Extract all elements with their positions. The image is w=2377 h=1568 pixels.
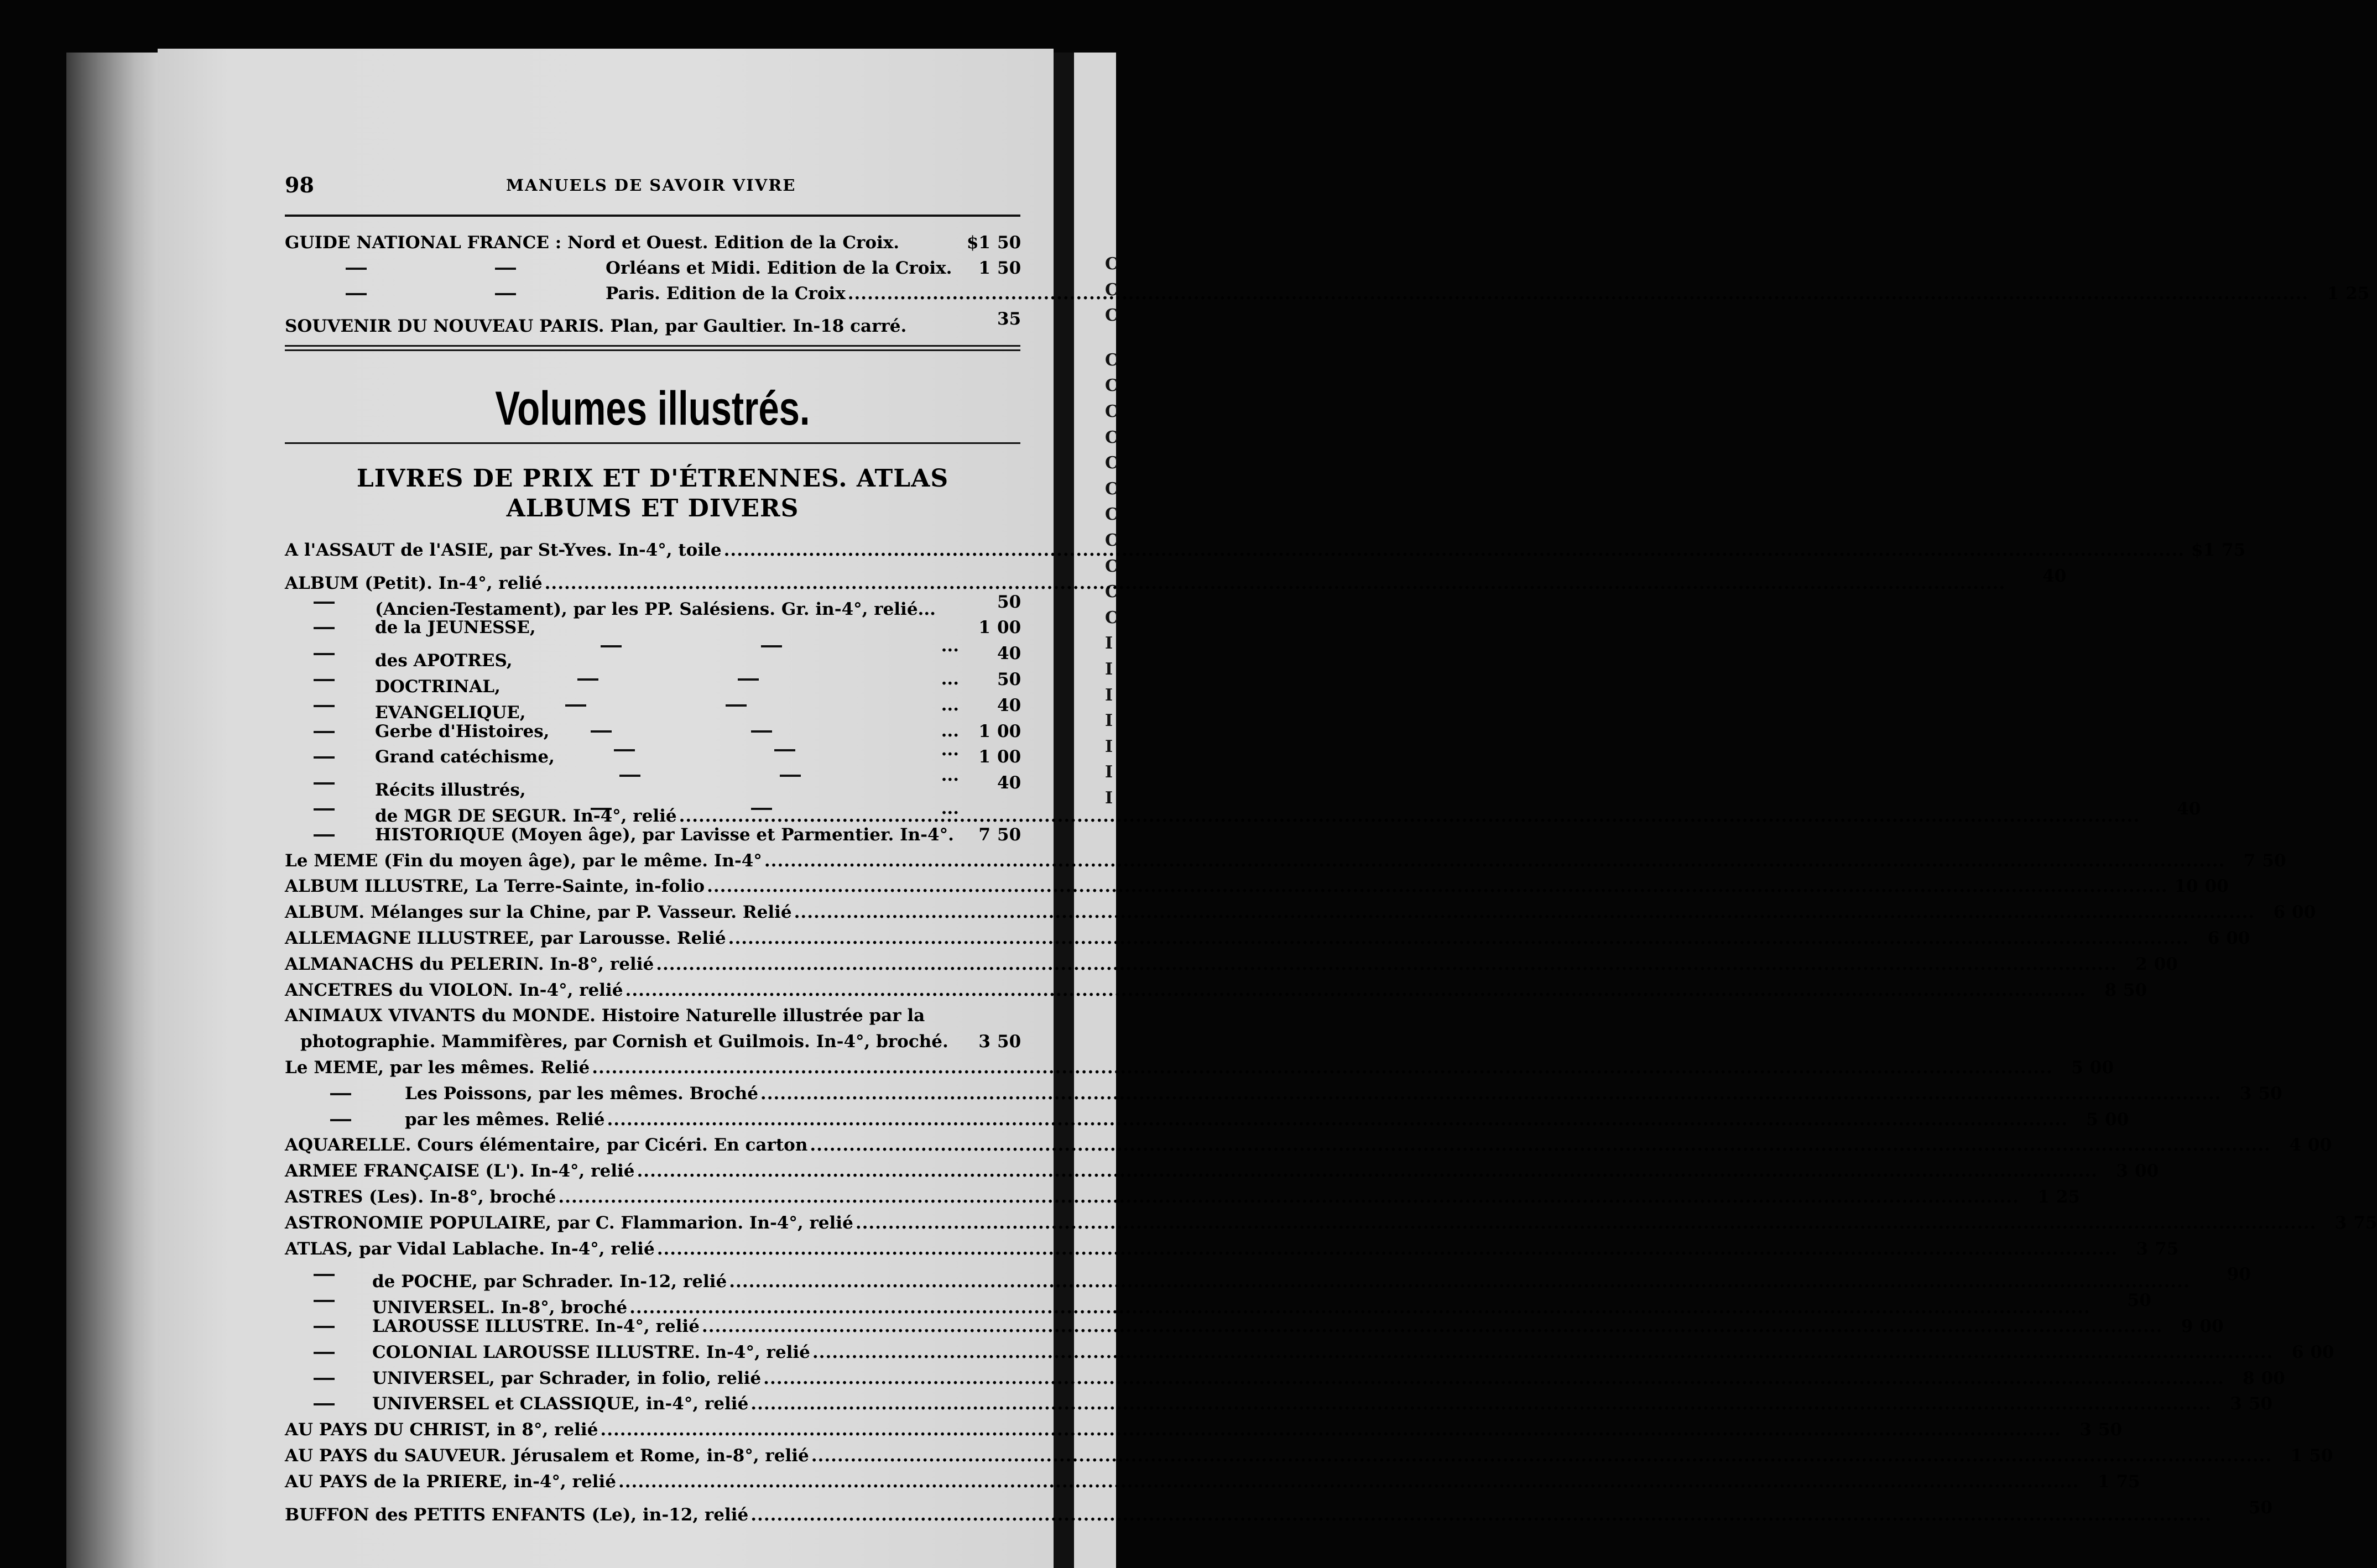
price-dollars: 8 bbox=[2104, 980, 2117, 1000]
entry-title: des APOTRES, bbox=[375, 651, 513, 671]
catalog-entry bbox=[285, 1236, 2179, 1262]
dot-leader bbox=[763, 1366, 2224, 1391]
price-dollars: 6 bbox=[2291, 1342, 2304, 1362]
dot-leader bbox=[728, 926, 2190, 951]
catalog-entry bbox=[285, 1081, 2282, 1106]
entry-title: de MGR DE SEGUR. In-4°, relié bbox=[375, 806, 677, 826]
entry-title: ASTRES (Les). In-8°, broché bbox=[285, 1187, 556, 1207]
price-dollars: 3 bbox=[2230, 1394, 2242, 1414]
entry-title: Orléans et Midi. Edition de la Croix. bbox=[606, 258, 952, 278]
price-cents: 75 bbox=[2116, 1472, 2140, 1492]
entry-title: de la JEUNESSE, bbox=[375, 618, 536, 637]
price-cents: 50 bbox=[2123, 980, 2147, 1000]
price-cents: 00 bbox=[2292, 902, 2316, 922]
double-rule-top bbox=[285, 345, 1020, 347]
entry-price bbox=[2081, 1469, 2139, 1494]
entry-price bbox=[2093, 1288, 2151, 1313]
section-rule bbox=[285, 442, 1020, 444]
dot-leader bbox=[558, 1184, 2019, 1210]
edge-letter: I bbox=[1105, 788, 1113, 808]
catalog-entry bbox=[285, 900, 2316, 925]
entry-price bbox=[2100, 1158, 2158, 1184]
entry-title: BUFFON des PETITS ENFANTS (Le), in-12, relié bbox=[285, 1505, 749, 1525]
next-page-letters bbox=[1105, 252, 1118, 811]
edge-letter: C bbox=[1105, 582, 1118, 602]
edge-letter: C bbox=[1105, 401, 1118, 421]
dot-leader bbox=[724, 537, 2185, 563]
price-dollars: 3 bbox=[2334, 1213, 2347, 1233]
entry-title: ALBUM. Mélanges sur la Chine, par P. Vasseur. Relié bbox=[285, 902, 792, 922]
entry-price bbox=[962, 230, 1020, 255]
entry-price bbox=[2311, 281, 2369, 306]
guide-entry bbox=[285, 255, 1020, 281]
guide-entry bbox=[285, 230, 1020, 255]
entry-price bbox=[2170, 874, 2228, 899]
entry-title: Le MEME (Fin du moyen âge), par le même. In-4° bbox=[285, 851, 762, 871]
catalog-entry bbox=[285, 563, 2067, 593]
catalog-entry bbox=[285, 1340, 2334, 1365]
price-dollars bbox=[2145, 796, 2170, 822]
price-cents: 00 bbox=[2089, 1058, 2114, 1078]
edge-letter: I bbox=[1105, 685, 1113, 705]
double-rule-bottom bbox=[285, 349, 1020, 351]
price-cents: 00 bbox=[2204, 876, 2229, 896]
price-dollars: 3 bbox=[2239, 1084, 2252, 1104]
entry-title: LAROUSSE ILLUSTRE. In-4°, relié bbox=[372, 1316, 700, 1336]
ditto-dash bbox=[330, 1119, 351, 1121]
price-cents: 50 bbox=[2098, 1420, 2123, 1440]
price-cents: 00 bbox=[997, 618, 1021, 637]
catalog-entry: EVANGELIQUE, ... 40 bbox=[285, 693, 1020, 718]
price-cents: 00 bbox=[2226, 928, 2250, 948]
page-header bbox=[285, 173, 1020, 200]
edge-letter: C bbox=[1105, 427, 1118, 447]
ditto-dash bbox=[495, 293, 516, 295]
price-cents: 90 bbox=[2227, 1264, 2251, 1284]
entry-price bbox=[2227, 848, 2285, 874]
entry-price bbox=[962, 615, 1020, 640]
price-cents: 00 bbox=[2199, 1316, 2224, 1336]
edge-letter: C bbox=[1105, 479, 1118, 499]
price-dollars: $1 bbox=[966, 233, 991, 253]
catalog-entry bbox=[285, 537, 2246, 563]
edge-letter: I bbox=[1105, 762, 1113, 782]
header-rule bbox=[285, 215, 1020, 217]
price-dollars bbox=[965, 667, 991, 692]
catalog-entry bbox=[285, 1314, 2224, 1339]
entry-price bbox=[2119, 952, 2177, 977]
dot-leader bbox=[760, 1081, 2222, 1106]
price-dollars bbox=[965, 770, 991, 796]
entry-title: DOCTRINAL, bbox=[375, 677, 501, 697]
price-dollars bbox=[2217, 1495, 2242, 1520]
catalog-entry bbox=[285, 1443, 2333, 1468]
price-dollars bbox=[965, 641, 991, 666]
entry-price bbox=[962, 589, 1020, 615]
entry-title: AU PAYS DU CHRIST, in 8°, relié bbox=[285, 1420, 598, 1440]
subsection-title-line2: ALBUMS ET DIVERS bbox=[506, 494, 799, 522]
entry-title: ALLEMAGNE ILLUSTREE, par Larousse. Relié bbox=[285, 928, 726, 948]
entry-title: photographie. Mammifères, par Cornish et Guilmois. In-4°, broché. bbox=[300, 1032, 948, 1052]
price-dollars: 1 bbox=[2097, 1472, 2110, 1492]
entry-price bbox=[2021, 1184, 2079, 1210]
price-cents: 00 bbox=[997, 722, 1021, 741]
running-title: MANUELS DE SAVOIR VIVRE bbox=[506, 176, 796, 195]
price-dollars: 3 bbox=[2079, 1420, 2092, 1440]
price-dollars: 3 bbox=[2136, 1239, 2149, 1259]
catalog-entry: Récits illustrés, ... 40 bbox=[285, 770, 1020, 796]
catalog-entry bbox=[285, 1391, 2272, 1417]
price-dollars: 6 bbox=[2207, 928, 2220, 948]
entry-price bbox=[2142, 796, 2200, 822]
price-cents: 50 bbox=[2248, 1498, 2272, 1518]
price-dollars: 8 bbox=[2243, 1368, 2255, 1388]
catalog-entry bbox=[285, 848, 2286, 874]
catalog-entry bbox=[285, 796, 2201, 826]
entry-title: UNIVERSEL, par Schrader, in folio, relié bbox=[372, 1368, 762, 1388]
dot-leader bbox=[856, 1210, 2317, 1236]
entry-title: ANIMAUX VIVANTS du MONDE. Histoire Naturelle illustrée par la bbox=[285, 1006, 925, 1026]
entry-title: AU PAYS du SAUVEUR. Jérusalem et Rome, in-8°, relié bbox=[285, 1446, 809, 1466]
edge-letter: C bbox=[1105, 280, 1118, 300]
catalog-entry bbox=[285, 1469, 2140, 1494]
price-cents: 50 bbox=[997, 825, 1021, 845]
entry-title: ALBUM ILLUSTRE, La Terre-Sainte, in-folio bbox=[285, 876, 705, 896]
edge-letter: I bbox=[1105, 634, 1113, 654]
dot-leader bbox=[707, 874, 2168, 899]
catalog-entry bbox=[285, 1107, 2129, 1132]
ditto-dash bbox=[314, 1300, 335, 1302]
entry-title: Récits illustrés, bbox=[375, 780, 526, 800]
ditto-dash bbox=[314, 679, 335, 681]
price-dollars: 2 bbox=[2135, 954, 2147, 974]
price-dollars bbox=[965, 589, 991, 615]
entry-title: UNIVERSEL et CLASSIQUE, in-4°, relié bbox=[372, 1394, 749, 1414]
ditto-dash bbox=[314, 705, 335, 707]
dot-leader bbox=[625, 978, 2087, 1003]
price-dollars: 7 bbox=[2243, 851, 2256, 871]
price-dollars: 3 bbox=[2116, 1161, 2128, 1181]
edge-letter: C bbox=[1105, 608, 1118, 628]
dot-leader bbox=[764, 848, 2225, 874]
entry-title: Paris. Edition de la Croix bbox=[606, 284, 846, 304]
price-cents: 75 bbox=[2353, 1213, 2377, 1233]
price-cents: 50 bbox=[2248, 1394, 2272, 1414]
entry-title: ATLAS, par Vidal Lablache. In-4°, relié bbox=[285, 1239, 655, 1259]
price-cents: 50 bbox=[997, 258, 1021, 278]
ditto-dash bbox=[314, 782, 335, 785]
catalog-entry bbox=[285, 978, 2147, 1003]
ditto-dash bbox=[314, 602, 335, 604]
ditto-dash bbox=[314, 756, 335, 759]
price-cents: 35 bbox=[997, 309, 1021, 329]
price-dollars bbox=[965, 306, 991, 332]
section-title: Volumes illustrés. bbox=[495, 382, 810, 435]
subsection-title-line1: LIVRES DE PRIX ET D'ÉTRENNES. ATLAS bbox=[356, 464, 949, 493]
entry-price bbox=[2165, 1314, 2223, 1339]
dot-leader bbox=[657, 1236, 2118, 1262]
price-cents: 25 bbox=[2056, 1187, 2081, 1207]
catalog-entry bbox=[285, 1262, 2251, 1292]
price-cents: 40 bbox=[2177, 799, 2201, 819]
entry-price bbox=[962, 667, 1020, 692]
dot-leader bbox=[702, 1314, 2163, 1339]
price-cents: 50 bbox=[2258, 1084, 2282, 1104]
entry-price bbox=[2120, 1236, 2178, 1262]
price-cents: 25 bbox=[2345, 284, 2370, 304]
catalog-entry bbox=[285, 1366, 2285, 1391]
edge-letter: C bbox=[1105, 306, 1118, 326]
entry-title: AU PAYS de la PRIERE, in-4°, relié bbox=[285, 1472, 616, 1492]
edge-letter: I bbox=[1105, 711, 1113, 731]
price-dollars: 9 bbox=[2181, 1316, 2193, 1336]
price-dollars: 1 bbox=[978, 258, 991, 278]
entry-price bbox=[2192, 1262, 2250, 1287]
edge-letter: I bbox=[1105, 736, 1113, 756]
price-cents: 00 bbox=[2310, 1342, 2334, 1362]
entry-title: Le MEME, par les mêmes. Relié bbox=[285, 1058, 590, 1078]
entry-price bbox=[962, 306, 1020, 332]
dot-leader bbox=[637, 1158, 2098, 1184]
price-cents: 00 bbox=[997, 747, 1021, 767]
price-cents: 50 bbox=[2309, 1446, 2333, 1466]
entry-price bbox=[962, 641, 1020, 666]
entry-price bbox=[2275, 1340, 2333, 1365]
entry-price bbox=[2318, 1210, 2376, 1236]
entry-price bbox=[962, 255, 1020, 281]
price-dollars bbox=[2095, 1288, 2121, 1313]
entry-price bbox=[2008, 563, 2066, 589]
entry-price bbox=[2273, 1132, 2331, 1158]
ditto-dash bbox=[314, 1326, 335, 1328]
catalog-entry bbox=[285, 1029, 1020, 1054]
price-dollars bbox=[965, 693, 991, 718]
entry-title: par les mêmes. Relié bbox=[405, 1110, 605, 1130]
entry-title: UNIVERSEL. In-8°, broché bbox=[372, 1298, 628, 1318]
catalog-entry bbox=[285, 1417, 2123, 1442]
entry-price bbox=[2227, 1366, 2285, 1391]
price-dollars: 1 bbox=[2327, 284, 2339, 304]
entry-title: COLONIAL LAROUSSE ILLUSTRE. In-4°, relié bbox=[372, 1342, 810, 1362]
price-cents: 75 bbox=[2155, 1239, 2179, 1259]
price-dollars: 5 bbox=[2071, 1058, 2083, 1078]
edge-letter: C bbox=[1105, 530, 1118, 550]
entry-title: ASTRONOMIE POPULAIRE, par C. Flammarion. In-4°, relié bbox=[285, 1213, 853, 1233]
catalog-entry bbox=[285, 952, 2178, 977]
price-cents: 75 bbox=[2222, 540, 2246, 560]
price-dollars: 10 bbox=[2174, 876, 2198, 896]
dot-leader bbox=[848, 281, 2309, 306]
price-cents: 00 bbox=[2154, 954, 2178, 974]
price-cents: 40 bbox=[997, 644, 1021, 663]
entry-price bbox=[2063, 1417, 2121, 1442]
dot-leader bbox=[810, 1132, 2271, 1158]
page-number: 98 bbox=[285, 173, 314, 197]
entry-title: HISTORIQUE (Moyen âge), par Lavisse et Parmentier. In-4°. bbox=[375, 825, 954, 845]
entry-price bbox=[2257, 900, 2315, 925]
entry-price bbox=[2187, 537, 2245, 563]
edge-letter: I bbox=[1105, 659, 1113, 679]
entry-title: AQUARELLE. Cours élémentaire, par Cicéri. En carton bbox=[285, 1135, 808, 1155]
catalog-entry bbox=[285, 874, 2229, 899]
entry-title: EVANGELIQUE, bbox=[375, 703, 526, 723]
price-dollars: 6 bbox=[2273, 902, 2286, 922]
price-dollars: 1 bbox=[978, 722, 991, 741]
entry-title: ANCETRES du VIOLON. In-4°, relié bbox=[285, 980, 623, 1000]
dot-leader bbox=[656, 952, 2117, 977]
catalog-entry: DOCTRINAL, ... 50 bbox=[285, 667, 1020, 692]
ditto-dash bbox=[314, 653, 335, 655]
guide-entry bbox=[285, 281, 2370, 306]
catalog-entry: de la JEUNESSE, ... 1 00 bbox=[285, 615, 1020, 640]
dot-leader bbox=[607, 1107, 2068, 1132]
dot-leader bbox=[750, 1391, 2212, 1417]
ditto-dash bbox=[314, 1274, 335, 1276]
edge-letter: C bbox=[1105, 376, 1118, 396]
price-dollars: 1 bbox=[978, 747, 991, 767]
entry-price bbox=[2274, 1443, 2332, 1468]
price-cents: 40 bbox=[2042, 566, 2067, 586]
entry-title: ALMANACHS du PELERIN. In-8°, relié bbox=[285, 954, 654, 974]
entry-title: Gerbe d'Histoires, bbox=[375, 722, 550, 741]
ditto-dash bbox=[495, 268, 516, 270]
price-dollars: 7 bbox=[978, 825, 991, 845]
dot-leader bbox=[618, 1469, 2079, 1494]
price-dollars: 1 bbox=[2290, 1446, 2303, 1466]
entry-title: de POCHE, par Schrader. In-12, relié bbox=[372, 1272, 727, 1292]
dot-leader bbox=[750, 1502, 2212, 1528]
entry-price bbox=[962, 822, 1020, 848]
ditto-dash bbox=[314, 731, 335, 733]
edge-letter: C bbox=[1105, 556, 1118, 576]
catalog-entry: Gerbe d'Histoires, ... 1 00 bbox=[285, 719, 1020, 744]
entry-title: ALBUM (Petit). In-4°, relié bbox=[285, 573, 543, 593]
price-dollars: 4 bbox=[2289, 1135, 2301, 1155]
price-cents: 50 bbox=[997, 592, 1021, 612]
price-cents: 40 bbox=[997, 696, 1021, 715]
price-dollars bbox=[2195, 1262, 2220, 1287]
ditto-dash bbox=[346, 268, 367, 270]
price-dollars: 5 bbox=[2086, 1110, 2098, 1130]
catalog-entry bbox=[285, 926, 2250, 951]
catalog-entry bbox=[285, 1495, 2272, 1525]
price-cents: 50 bbox=[2127, 1290, 2151, 1310]
ditto-dash bbox=[314, 1352, 335, 1354]
ditto-dash bbox=[314, 834, 335, 837]
entry-price bbox=[962, 1029, 1020, 1054]
entry-price bbox=[2055, 1055, 2113, 1080]
dot-leader bbox=[811, 1443, 2272, 1468]
ditto-dash bbox=[314, 808, 335, 811]
entry-title: ARMEE FRANÇAISE (L'). In-4°, relié bbox=[285, 1161, 635, 1181]
price-dollars: 3 bbox=[978, 1032, 991, 1052]
entry-price bbox=[962, 719, 1020, 744]
price-dollars: 1 bbox=[978, 618, 991, 637]
catalog-entry: Grand catéchisme, ... 1 00 bbox=[285, 744, 1020, 770]
price-cents: 00 bbox=[2307, 1135, 2332, 1155]
entry-price bbox=[962, 693, 1020, 718]
dot-leader bbox=[592, 1055, 2053, 1080]
catalog-entry: des APOTRES, ... 40 bbox=[285, 641, 1020, 666]
entry-price bbox=[962, 770, 1020, 796]
dot-leader bbox=[600, 1417, 2061, 1442]
entry-price bbox=[2191, 926, 2249, 951]
entry-price bbox=[2214, 1495, 2272, 1520]
entry-title: (Ancien-Testament), par les PP. Salésiens. Gr. in-4°, relié... bbox=[375, 599, 936, 619]
price-cents: 50 bbox=[2262, 851, 2286, 871]
entry-title: Grand catéchisme, bbox=[375, 747, 555, 767]
entry-title: GUIDE NATIONAL FRANCE : Nord et Ouest. Edition de la Croix. bbox=[285, 233, 900, 253]
catalog-entry bbox=[285, 1003, 1020, 1028]
ditto-dash bbox=[314, 627, 335, 629]
catalog-entry bbox=[285, 1132, 2332, 1158]
price-dollars: $1 bbox=[2191, 540, 2216, 560]
guide-entry bbox=[285, 306, 1021, 336]
ditto-dash bbox=[314, 1403, 335, 1405]
dot-leader bbox=[812, 1340, 2274, 1365]
ditto-dash bbox=[330, 1093, 351, 1095]
entry-price bbox=[2223, 1081, 2281, 1106]
price-cents: 40 bbox=[997, 773, 1021, 793]
entry-title: SOUVENIR DU NOUVEAU PARIS. Plan, par Gaultier. In-18 carré. bbox=[285, 316, 907, 336]
entry-price bbox=[2070, 1107, 2128, 1132]
entry-title: A l'ASSAUT de l'ASIE, par St-Yves. In-4°, toile bbox=[285, 540, 722, 560]
edge-letter: C bbox=[1105, 453, 1118, 473]
catalog-entry bbox=[285, 589, 1021, 619]
catalog-entry bbox=[285, 1288, 2151, 1318]
edge-letter: C bbox=[1105, 505, 1118, 525]
price-cents: 50 bbox=[997, 670, 1021, 689]
catalog-entry bbox=[285, 822, 1020, 848]
catalog-entry bbox=[285, 1184, 2081, 1210]
edge-letter: C bbox=[1105, 254, 1118, 274]
entry-price bbox=[2088, 978, 2146, 1003]
book-binding bbox=[66, 53, 158, 1568]
catalog-entry bbox=[285, 1210, 2377, 1236]
price-cents: 00 bbox=[2105, 1110, 2129, 1130]
price-dollars: 1 bbox=[2037, 1187, 2050, 1207]
catalog-entry bbox=[285, 1055, 2114, 1080]
price-cents: 00 bbox=[2135, 1161, 2159, 1181]
ditto-dash bbox=[314, 1378, 335, 1380]
price-cents: 50 bbox=[997, 233, 1021, 253]
price-dollars bbox=[2010, 563, 2036, 589]
catalog-entry bbox=[285, 1158, 2159, 1184]
entry-title: Les Poissons, par les mêmes. Broché bbox=[405, 1084, 758, 1104]
edge-letter: C bbox=[1105, 350, 1118, 370]
price-cents: 50 bbox=[997, 1032, 1021, 1052]
price-cents: 00 bbox=[2261, 1368, 2285, 1388]
ditto-dash bbox=[346, 293, 367, 295]
entry-price bbox=[2214, 1391, 2272, 1417]
dot-leader bbox=[794, 900, 2255, 925]
entry-price bbox=[962, 744, 1020, 770]
